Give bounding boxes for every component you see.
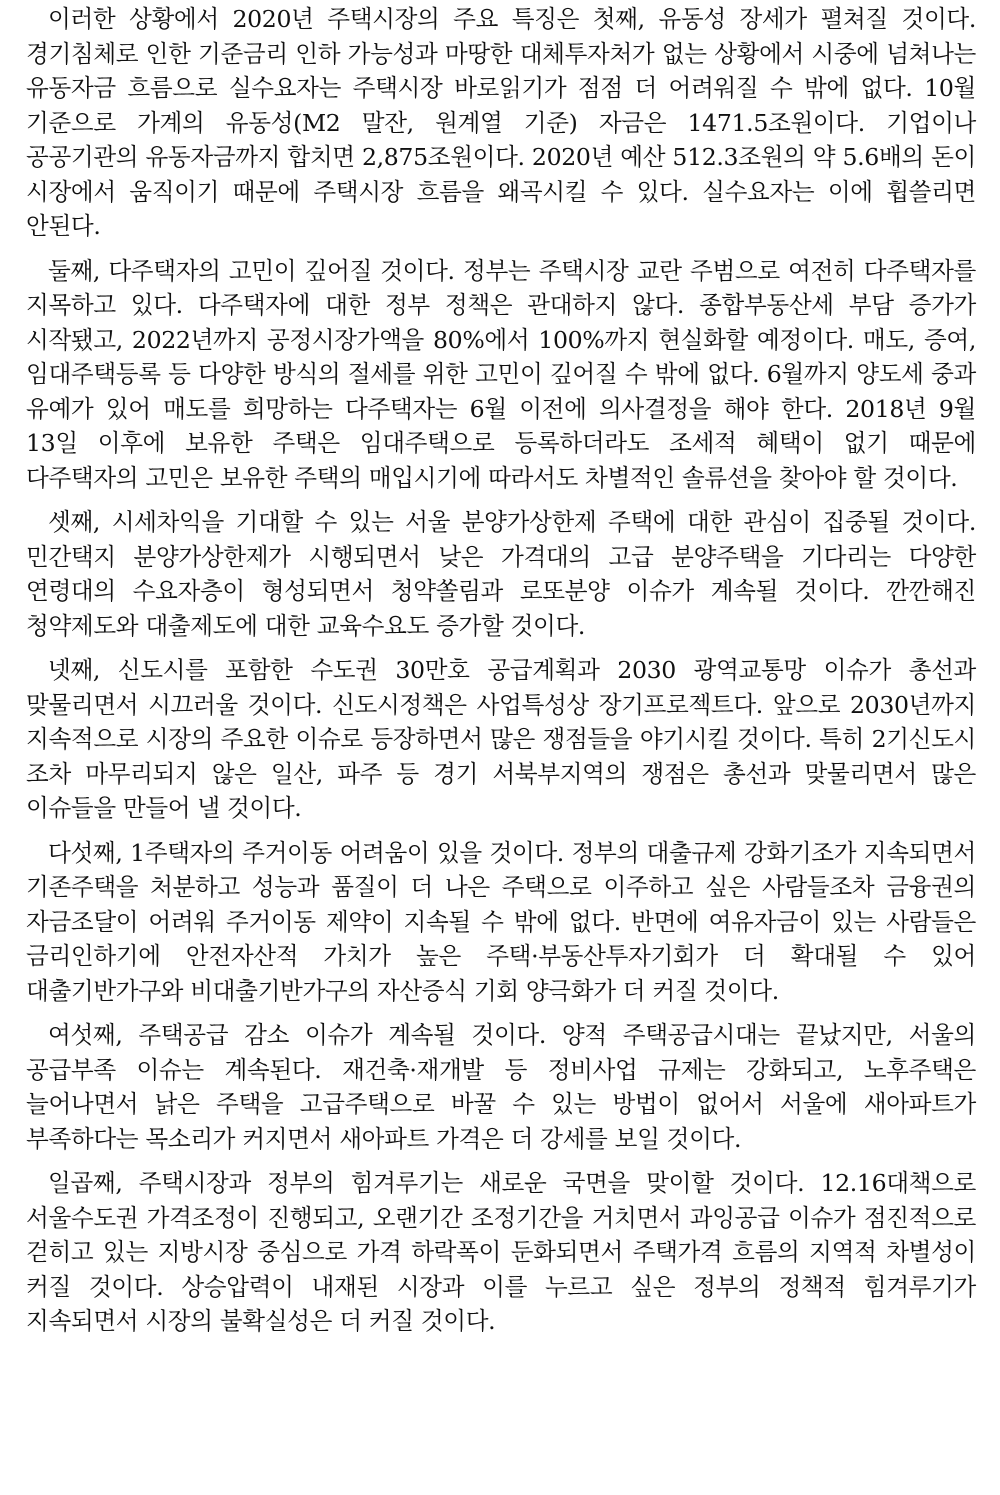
paragraph-sixth-supply-decrease: 여섯째, 주택공급 감소 이슈가 계속될 것이다. 양적 주택공급시대는 끝났지만, 서울의 공급부족 이슈는 계속된다. 재건축·재개발 등 정비사업 규제는 강화되고, 노후주택은 늘어나면서 낡은 주택을 고급주택으로 바꿀 수 있는 방법이 없어서 서울에 새아파트가 부족하다는 목소리가 커지면서 새아파트 가격은 더 강세를 보일 것이다. bbox=[26, 1021, 976, 1153]
paragraph-third-price-cap: 셋째, 시세차익을 기대할 수 있는 서울 분양가상한제 주택에 대한 관심이 집중될 것이다. 민간택지 분양가상한제가 시행되면서 낮은 가격대의 고급 분양주택을 기다리는 다양한 연령대의 수요자층이 형성되면서 청약쏠림과 로또분양 이슈가 계속될 것이다. 깐깐해진 청약제도와 대출제도에 대한 교육수요도 증가할 것이다. bbox=[26, 508, 976, 640]
paragraph-first-liquidity: 이러한 상황에서 2020년 주택시장의 주요 특징은 첫째, 유동성 장세가 펼쳐질 것이다. 경기침체로 인한 기준금리 인하 가능성과 마땅한 대체투자처가 없는 상황에서 시중에 넘쳐나는 유동자금 흐름으로 실수요자는 주택시장 바로읽기가 점점 더 어려워질 수 밖에 없다. 10월 기준으로 가계의 유동성(M2 말잔, 원계열 기준) 자금은 1471.5조원이다. 기업이나 공공기관의 유동자금까지 합치면 2,875조원이다. 2020년 예산 512.3조원의 약 5.6배의 돈이 시장에서 움직이기 때문에 주택시장 흐름을 왜곡시킬 수 있다. 실수요자는 이에 휩쓸리면 안된다. bbox=[26, 5, 976, 240]
paragraph-seventh-market-vs-government: 일곱째, 주택시장과 정부의 힘겨루기는 새로운 국면을 맞이할 것이다. 12.16대책으로 서울수도권 가격조정이 진행되고, 오랜기간 조정기간을 거치면서 과잉공급 이슈가 점진적으로 걷히고 있는 지방시장 중심으로 가격 하락폭이 둔화되면서 주택가격 흐름의 지역적 차별성이 커질 것이다. 상승압력이 내재된 시장과 이를 누르고 싶은 정부의 정책적 힘겨루기가 지속되면서 시장의 불확실성은 더 커질 것이다. bbox=[26, 1169, 976, 1335]
paragraph-second-multi-home-owners: 둘째, 다주택자의 고민이 깊어질 것이다. 정부는 주택시장 교란 주범으로 여전히 다주택자를 지목하고 있다. 다주택자에 대한 정부 정책은 관대하지 않다. 종합부동산세 부담 증가가 시작됐고, 2022년까지 공정시장가액을 80%에서 100%까지 현실화할 예정이다. 매도, 증여, 임대주택등록 등 다양한 방식의 절세를 위한 고민이 깊어질 수 밖에 없다. 6월까지 양도세 중과 유예가 있어 매도를 희망하는 다주택자는 6월 이전에 의사결정을 해야 한다. 2018년 9월 13일 이후에 보유한 주택은 임대주택으로 등록하더라도 조세적 혜택이 없기 때문에 다주택자의 고민은 보유한 주택의 매입시기에 따라서도 차별적인 솔류션을 찾아야 할 것이다. bbox=[26, 256, 976, 492]
paragraph-fifth-single-home-owners: 다섯째, 1주택자의 주거이동 어려움이 있을 것이다. 정부의 대출규제 강화기조가 지속되면서 기존주택을 처분하고 성능과 품질이 더 나은 주택으로 이주하고 싶은 사람들조차 금융권의 자금조달이 어려워 주거이동 제약이 지속될 수 밖에 없다. 반면에 여유자금이 있는 사람들은 금리인하기에 안전자산적 가치가 높은 주택·부동산투자기회가 더 확대될 수 있어 대출기반가구와 비대출기반가구의 자산증식 기회 양극화가 더 커질 것이다. bbox=[26, 838, 976, 1005]
paragraph-fourth-new-towns: 넷째, 신도시를 포함한 수도권 30만호 공급계획과 2030 광역교통망 이슈가 총선과 맞물리면서 시끄러울 것이다. 신도시정책은 사업특성상 장기프로젝트다. 앞으로 2030년까지 지속적으로 시장의 주요한 이슈로 등장하면서 많은 쟁점들을 야기시킬 것이다. 특히 2기신도시 조차 마무리되지 않은 일산, 파주 등 경기 서북부지역의 쟁점은 총선과 맞물리면서 많은 이슈들을 만들어 낼 것이다. bbox=[26, 656, 976, 822]
